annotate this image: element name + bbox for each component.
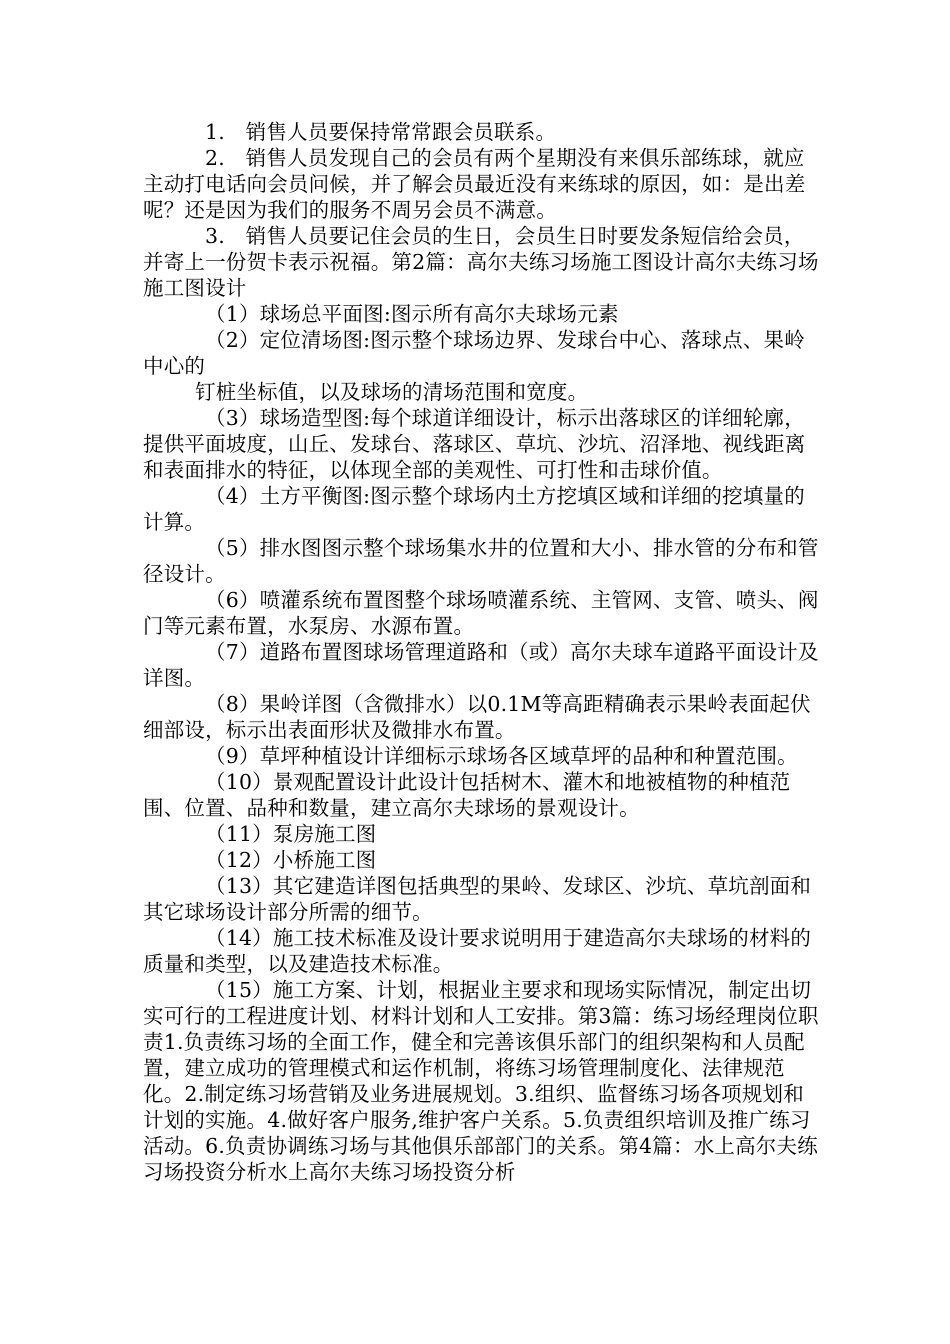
paragraph-1: 1. 销售人员要保持常常跟会员联系。 xyxy=(205,120,557,144)
paragraph-7: （3）球场造型图:每个球道详细设计，标示出落球区的详细轮廓，提供平面坡度，山丘、发球台、落球区、草坑、沙坑、沼泽地、视线距离和表面排水的特征，以体现全部的美观性、可打性和击球价值。 xyxy=(143,406,806,482)
paragraph-17: （13）其它建造详图包括典型的果岭、发球区、沙坑、草坑剖面和其它球场设计部分所需的细节。 xyxy=(143,874,812,924)
paragraph-5: （2）定位清场图:图示整个球场边界、发球台中心、落球点、果岭中心的 xyxy=(143,328,805,378)
paragraph-13: （9）草坪种植设计详细标示球场各区域草坪的品种和种置范围。 xyxy=(205,744,798,768)
paragraph-19: （15）施工方案、计划，根据业主要求和现场实际情况，制定出切实可行的工程进度计划、材料计划和人工安排。第3篇：练习场经理岗位职责1.负责练习场的全面工作，健全和完善该俱乐部门的组织架构和人员配置，建立成功的管理模式和运作机制，将练习场管理制度化、法律规范化。2.制定练习场营销及业务进展规划。3.组织、监督练习场各项规划和计划的实施。4.做好客户服务,维护客户关系。5.负责组织培训及推广练习活动。6.负责协调练习场与其他俱乐部部门的关系。第4篇：水上高尔夫练习场投资分析水上高尔夫练习场投资分析 xyxy=(143,978,819,1184)
paragraph-16: （12）小桥施工图 xyxy=(205,848,377,872)
paragraph-9: （5）排水图图示整个球场集水井的位置和大小、排水管的分布和管径设计。 xyxy=(143,536,819,586)
paragraph-3: 3. 销售人员要记住会员的生日，会员生日时要发条短信给会员，并寄上一份贺卡表示祝福。第2篇：高尔夫练习场施工图设计高尔夫练习场施工图设计 xyxy=(143,224,819,300)
paragraph-14: （10）景观配置设计此设计包括树木、灌木和地被植物的种植范围、位置、品种和数量，建立高尔夫球场的景观设计。 xyxy=(143,770,791,820)
document-page xyxy=(143,119,823,1185)
paragraph-15: （11）泵房施工图 xyxy=(205,822,377,846)
paragraph-10: （6）喷灌系统布置图整个球场喷灌系统、主管网、支管、喷头、阀门等元素布置，水泵房、水源布置。 xyxy=(143,588,819,638)
paragraph-2: 2. 销售人员发现自己的会员有两个星期没有来俱乐部练球，就应主动打电话向会员问候，并了解会员最近没有来练球的原因，如：是出差呢？还是因为我们的服务不周另会员不满意。 xyxy=(143,146,806,222)
paragraph-4: （1）球场总平面图:图示所有高尔夫球场元素 xyxy=(205,302,619,326)
paragraph-6: 钉桩坐标值，以及球场的清场范围和宽度。 xyxy=(195,380,589,404)
paragraph-18: （14）施工技术标准及设计要求说明用于建造高尔夫球场的材料的质量和类型，以及建造技术标准。 xyxy=(143,926,812,976)
paragraph-12: （8）果岭详图（含微排水）以0.1M等高距精确表示果岭表面起伏细部设，标示出表面形状及微排水布置。 xyxy=(143,692,811,742)
paragraph-11: （7）道路布置图球场管理道路和（或）高尔夫球车道路平面设计及详图。 xyxy=(143,640,819,690)
paragraph-8: （4）土方平衡图:图示整个球场内土方挖填区域和详细的挖填量的计算。 xyxy=(143,484,805,534)
